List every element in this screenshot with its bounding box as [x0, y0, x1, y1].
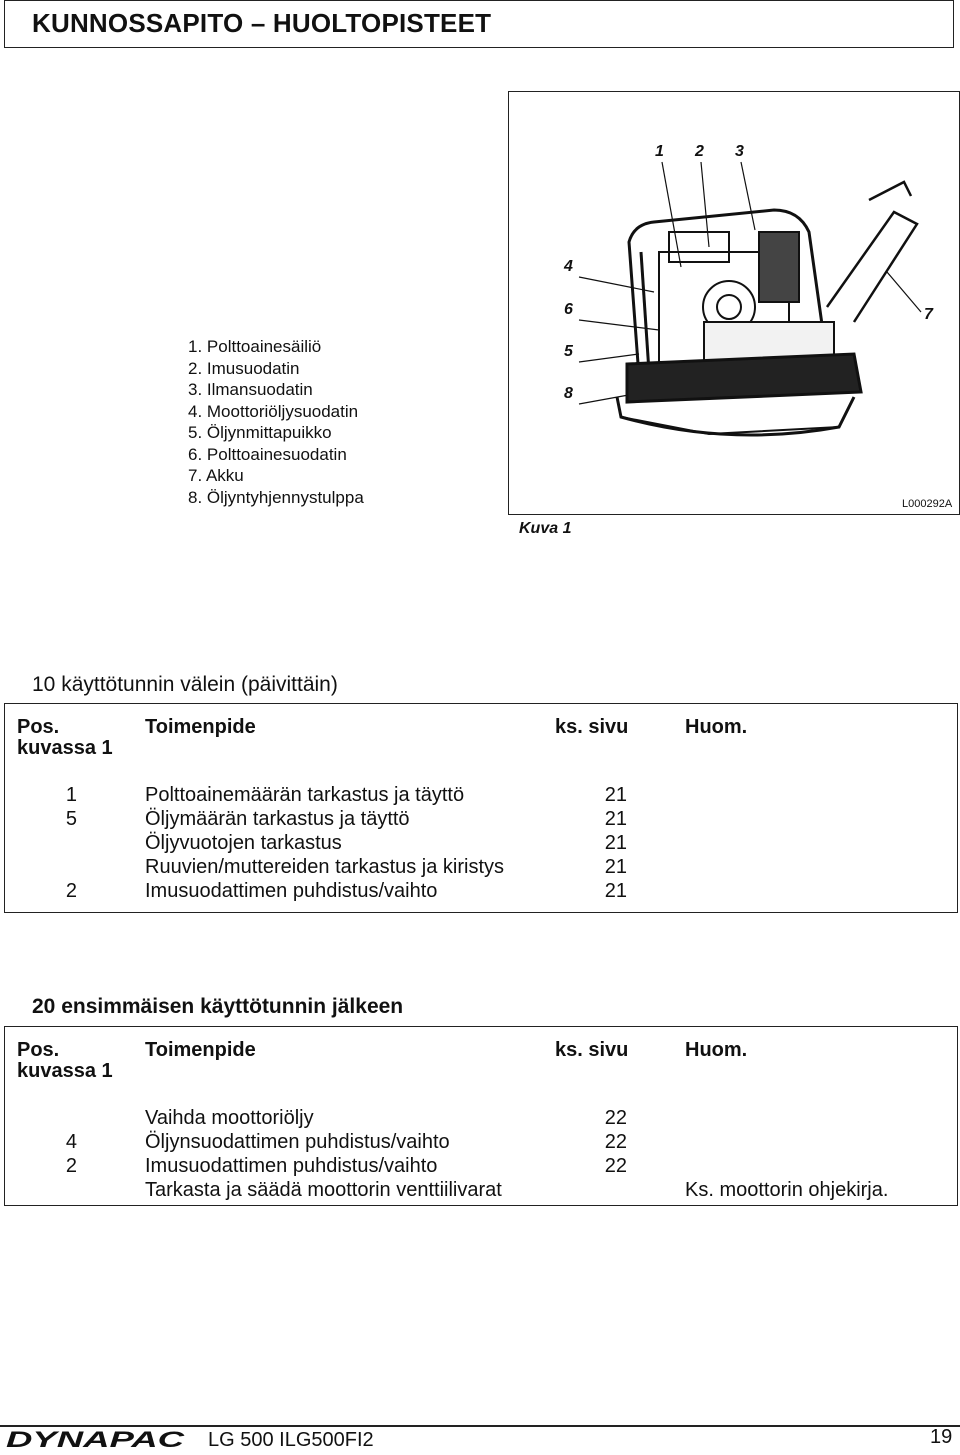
legend-item: 6. Polttoainesuodatin [188, 444, 347, 464]
parts-legend [188, 336, 364, 508]
row-note: Ks. moottorin ohjekirja. [685, 1179, 889, 1201]
column-header-page: ks. sivu [555, 1039, 629, 1061]
footer-rule [0, 1425, 960, 1427]
column-header-pos-sub: kuvassa 1 [17, 1060, 113, 1082]
callout-7: 7 [924, 306, 933, 323]
column-header-note: Huom. [685, 1039, 748, 1061]
column-header-pos: Pos. [17, 1039, 60, 1061]
column-header-action: Toimenpide [145, 716, 256, 738]
row-page: 21 [604, 808, 627, 830]
figure-box [508, 91, 960, 515]
section-title-10h: 10 käyttötunnin välein (päivittäin) [32, 673, 338, 696]
section-title-20h: 20 ensimmäisen käyttötunnin jälkeen [32, 995, 404, 1018]
legend-item: 2. Imusuodatin [188, 358, 300, 378]
callout-8: 8 [564, 385, 573, 402]
row-action: Öljyvuotojen tarkastus [145, 832, 342, 854]
page-number: 19 [930, 1426, 953, 1448]
row-action: Polttoainemäärän tarkastus ja täyttö [145, 784, 465, 806]
figure-caption: Kuva 1 [519, 520, 572, 537]
column-header-page: ks. sivu [555, 716, 629, 738]
legend-item: 1. Polttoainesäiliö [188, 337, 322, 356]
row-pos: 5 [65, 808, 77, 830]
dynapac-logo [4, 1428, 188, 1450]
page-title: KUNNOSSAPITO – HUOLTOPISTEET [32, 8, 492, 38]
row-pos: 2 [65, 880, 77, 902]
callout-3: 3 [735, 143, 744, 160]
row-action: Öljynsuodattimen puhdistus/vaihto [145, 1131, 450, 1153]
row-action: Öljymäärän tarkastus ja täyttö [145, 808, 410, 830]
row-page: 22 [604, 1155, 627, 1177]
column-header-action: Toimenpide [145, 1039, 256, 1061]
row-action: Imusuodattimen puhdistus/vaihto [145, 1155, 438, 1177]
callout-4: 4 [564, 258, 573, 275]
brand-wordmark: DYNAPAC [6, 1428, 186, 1450]
column-header-note: Huom. [685, 716, 748, 738]
legend-item: 5. Öljynmittapuikko [188, 423, 332, 442]
callout-1: 1 [655, 143, 664, 160]
row-page: 22 [604, 1107, 627, 1129]
row-action: Vaihda moottoriöljy [145, 1107, 314, 1129]
row-pos: 2 [65, 1155, 77, 1177]
row-page: 21 [604, 880, 627, 902]
row-page: 21 [604, 784, 627, 806]
row-page: 21 [604, 832, 627, 854]
callout-2: 2 [695, 143, 704, 160]
row-page: 22 [604, 1131, 627, 1153]
row-pos: 1 [65, 784, 77, 806]
legend-item: 7. Akku [188, 466, 244, 485]
callout-5: 5 [564, 343, 573, 360]
legend-item: 8. Öljyntyhjennystulppa [188, 487, 364, 507]
row-pos: 4 [65, 1131, 77, 1153]
legend-item: 3. Ilmansuodatin [188, 380, 313, 399]
maintenance-table-20h [4, 1026, 958, 1206]
footer-model: LG 500 ILG500FI2 [208, 1429, 374, 1451]
maintenance-table-10h [4, 703, 958, 913]
column-header-pos: Pos. [17, 716, 60, 738]
row-action: Ruuvien/muttereiden tarkastus ja kiristys [145, 856, 505, 878]
row-page: 21 [604, 856, 627, 878]
row-action: Tarkasta ja säädä moottorin venttiilivarat [145, 1179, 502, 1201]
figure-code: L000292A [902, 498, 953, 510]
row-action: Imusuodattimen puhdistus/vaihto [145, 880, 438, 902]
legend-item: 4. Moottoriöljysuodatin [188, 401, 359, 421]
callout-6: 6 [564, 301, 573, 318]
column-header-pos-sub: kuvassa 1 [17, 737, 113, 759]
